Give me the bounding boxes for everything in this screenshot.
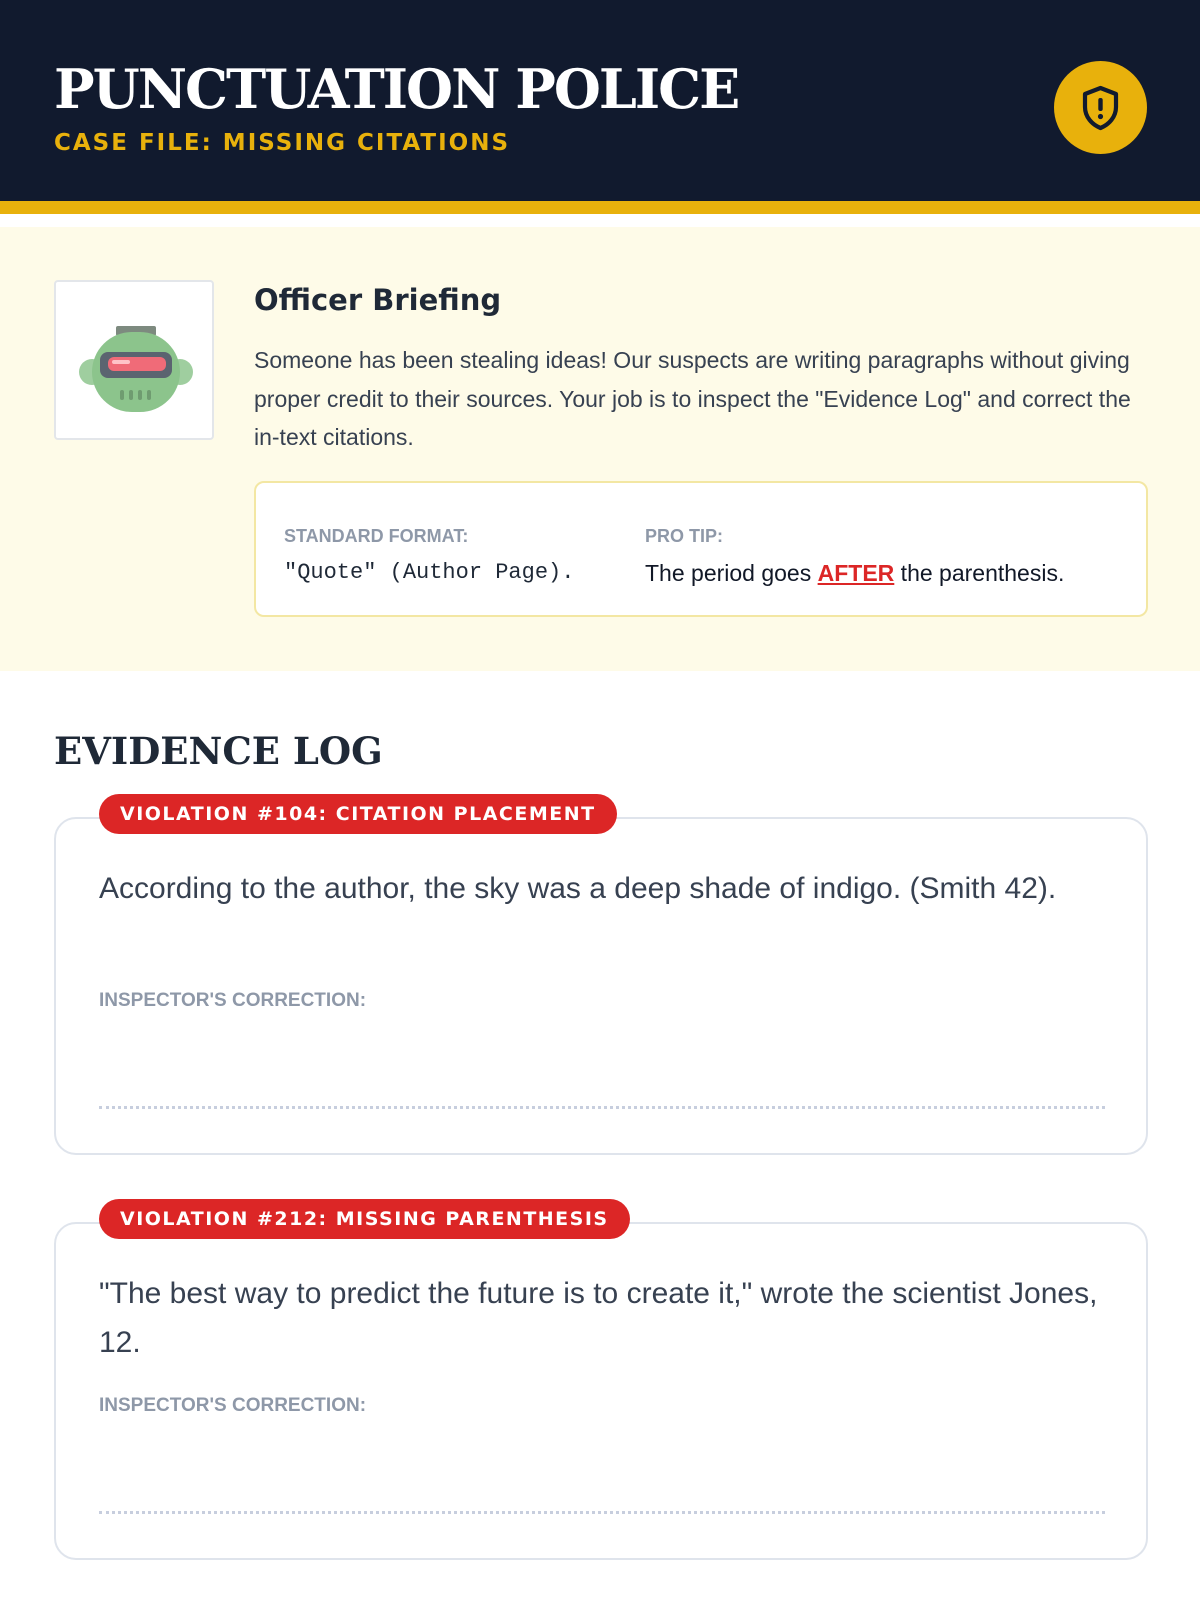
case-file-subtitle: CASE FILE: MISSING CITATIONS xyxy=(54,130,511,156)
violation-card xyxy=(54,803,1148,1155)
pro-tip-label: PRO TIP: xyxy=(645,526,724,546)
standard-format-value: "Quote" (Author Page). xyxy=(284,560,575,585)
violation-card xyxy=(54,1208,1148,1560)
page-header xyxy=(0,0,1200,214)
pro-tip-text-end: the parenthesis. xyxy=(894,560,1065,586)
violation-text: "The best way to predict the future is to create it," wrote the scientist Jones, 12. xyxy=(99,1277,1098,1359)
pro-tip-text-start: The period goes xyxy=(645,560,818,586)
correction-input[interactable] xyxy=(99,1029,1105,1109)
pro-tip-text xyxy=(645,559,1064,587)
shield-alert-icon xyxy=(1054,61,1147,154)
citation-tip-box xyxy=(254,481,1148,617)
correction-label: INSPECTOR'S CORRECTION: xyxy=(99,990,367,1011)
violation-badge: VIOLATION #212: MISSING PARENTHESIS xyxy=(99,1199,630,1239)
briefing-title: Officer Briefing xyxy=(254,283,502,317)
correction-input[interactable] xyxy=(99,1434,1105,1514)
correction-label: INSPECTOR'S CORRECTION: xyxy=(99,1395,367,1416)
officer-briefing-section xyxy=(0,227,1200,671)
page-title: PUNCTUATION POLICE xyxy=(54,57,739,121)
evidence-log-heading: EVIDENCE LOG xyxy=(54,729,383,773)
violation-badge: VIOLATION #104: CITATION PLACEMENT xyxy=(99,794,617,834)
robot-officer-icon xyxy=(78,322,194,414)
violation-text: According to the author, the sky was a deep shade of indigo. (Smith 42). xyxy=(99,872,1057,905)
pro-tip-emphasis: AFTER xyxy=(817,560,895,586)
standard-format-label: STANDARD FORMAT: xyxy=(284,526,469,546)
avatar xyxy=(54,280,214,440)
briefing-text: Someone has been stealing ideas! Our suspects are writing paragraphs without giving proper credit to their sources. Your job is to inspect the "Evidence Log" and correct the in-text citations. xyxy=(254,347,1131,450)
